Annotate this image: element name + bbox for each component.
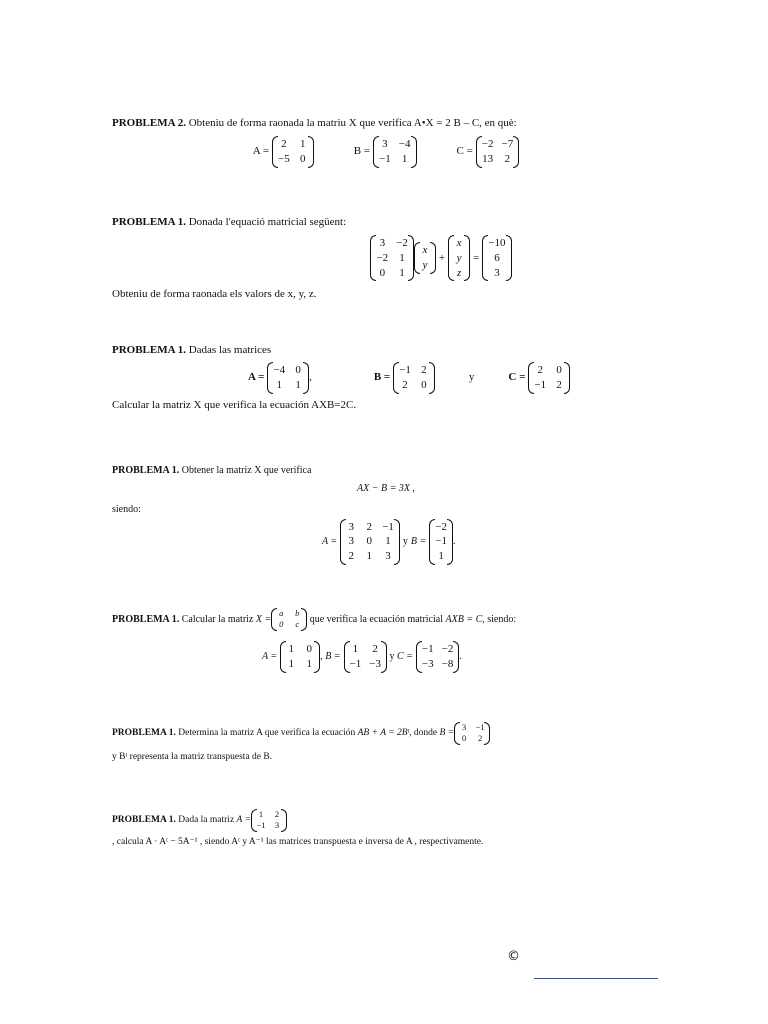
problem-statement: Donada l'equació matricial següent: xyxy=(188,216,347,228)
matrix-cell: 3 xyxy=(274,820,280,831)
matrix-c-group: C = 2 0 −1 2 xyxy=(508,362,570,394)
matrix-cell: 3 xyxy=(385,550,391,563)
problem-statement: Determina la matriz A que verifica la ecuación xyxy=(178,728,356,739)
matrix-cell: −10 xyxy=(488,236,506,249)
donde-label: , donde xyxy=(409,728,438,739)
problem-question: Calcular la matriz X que verifica la ecuación AXB=2C. xyxy=(112,398,357,411)
matrix-a xyxy=(272,136,314,168)
matrix-b xyxy=(373,136,416,168)
matrix-cell: −1 xyxy=(534,378,547,391)
matrix-cell: −2 xyxy=(441,642,454,655)
matrix-a xyxy=(251,809,287,832)
matrix-cell: −1 xyxy=(399,363,411,376)
problem-statement: Dada la matriz xyxy=(178,815,235,826)
siendo-label: , siendo: xyxy=(482,613,517,625)
matrix-cell: −1 xyxy=(421,642,434,655)
matrix-cell: 3 xyxy=(494,266,500,279)
matrix-cell: 1 xyxy=(438,550,444,563)
matrix-c xyxy=(476,136,519,168)
matrix-cell: 3 xyxy=(382,137,388,150)
problem-5: PROBLEMA 1. Calcular la matriz X = a b 0 c que verifica la ecuación matricial AXB = C , siendo: A = 1 0 1 1 , B = 1 2 −1 −3 y C = −1 −2 −3 −8 . xyxy=(112,608,660,673)
matrix-cell: 0 xyxy=(379,266,386,279)
matrix-cell: 1 xyxy=(288,657,294,670)
matrix-cell: −3 xyxy=(369,657,381,670)
matrix-cell: a xyxy=(279,608,284,618)
matrix-cell: 13 xyxy=(482,152,494,165)
problem-statement: Obtener la matriz X que verifica xyxy=(181,465,312,476)
matrix-cell: 2 xyxy=(372,642,378,655)
matrix-cell: y xyxy=(422,259,428,272)
matrix-cell: −5 xyxy=(278,152,290,165)
matrix-cell: 2 xyxy=(366,520,372,533)
problem-6: PROBLEMA 1. Determina la matriz A que verifica la ecuación AB + A = 2Bᵗ , donde B = 3 −1 0 2 y Bᵗ representa la matriz transpuesta de B. xyxy=(112,722,660,764)
matrix-cell: 0 xyxy=(366,535,372,548)
matrix-a xyxy=(267,362,309,394)
vector-xyz xyxy=(448,235,470,282)
matrix-cell: −2 xyxy=(396,236,408,249)
problem-title: PROBLEMA 1. xyxy=(112,815,176,826)
problem-title: PROBLEMA 1. xyxy=(112,613,180,625)
problem-statement-cont: , calcula A · Aᵗ − 5A⁻¹ , siendo Aᵗ y A⁻¹ las matrices transpuesta e inversa de A , respectivamente. xyxy=(112,836,484,847)
matrix-cell: y xyxy=(456,251,462,264)
matrix-b xyxy=(344,641,387,673)
problem-statement-cont: que verifica la ecuación matricial xyxy=(309,613,443,625)
matrix-cell: 0 xyxy=(300,152,306,165)
matrix-cell: −8 xyxy=(441,657,454,670)
matrix-b xyxy=(429,519,453,566)
matrix-a xyxy=(280,641,320,673)
matrix-cell: x xyxy=(422,244,428,257)
problem-statement: Calcular la matriz xyxy=(181,613,254,625)
matrix-m xyxy=(370,235,413,282)
matrix-b xyxy=(393,362,435,394)
problem-statement-cont: y Bᵗ representa la matriz transpuesta de B. xyxy=(112,751,273,762)
equation: AX − B = 3X , xyxy=(357,482,415,494)
matrix-cell: 0 xyxy=(295,363,301,376)
matrix-cell: 2 xyxy=(421,363,427,376)
matrix-c-group: C = −2 −7 13 2 xyxy=(457,136,520,168)
conjunction: y xyxy=(389,651,395,663)
footer-link-underline[interactable] xyxy=(534,978,658,979)
matrix-cell: −1 xyxy=(435,535,447,548)
matrix-cell: −2 xyxy=(376,251,389,264)
matrix-cell: −2 xyxy=(435,520,447,533)
matrix-cell: −1 xyxy=(475,722,485,732)
matrix-cell: 1 xyxy=(352,642,359,655)
matrix-cell: 2 xyxy=(274,809,280,819)
equation: AB + A = 2Bᵗ xyxy=(357,728,410,739)
matrix-cell: −4 xyxy=(273,363,286,376)
matrix-a xyxy=(340,519,400,566)
problem-4: PROBLEMA 1. Obtener la matriz X que verifica AX − B = 3X , siendo: A = 3 2 −1 3 0 1 2 1 3 y B = −2 −1 1 . xyxy=(112,464,660,565)
matrix-cell: 0 xyxy=(556,363,562,376)
conjunction: y xyxy=(402,536,408,548)
problem-question: Obteniu de forma raonada els valors de x, y, z. xyxy=(112,288,317,301)
matrix-cell: −1 xyxy=(256,820,266,831)
matrix-cell: 1 xyxy=(366,550,372,563)
matrix-cell: 1 xyxy=(288,642,294,655)
problem-7: PROBLEMA 1. Dada la matriz A = 1 2 −1 3 , calcula A · Aᵗ − 5A⁻¹ , siendo Aᵗ y A⁻¹ las matrices transpuesta e inversa de A , respectivamente. xyxy=(112,809,660,849)
matrix-cell: 1 xyxy=(258,809,264,819)
matrix-cell: 3 xyxy=(348,535,354,548)
problem-title: PROBLEMA 2. xyxy=(112,117,186,129)
matrix-cell: −1 xyxy=(349,657,362,670)
matrix-cell: 3 xyxy=(461,722,467,732)
matrix-cell: 0 xyxy=(461,733,467,744)
matrix-cell: 2 xyxy=(504,152,511,165)
matrix-b xyxy=(454,722,490,745)
matrix-cell: 3 xyxy=(379,236,386,249)
problem-1 xyxy=(112,116,660,168)
problem-title: PROBLEMA 1. xyxy=(112,728,176,739)
matrix-cell: 1 xyxy=(399,251,405,264)
matrix-cell: −1 xyxy=(379,152,391,165)
problem-title: PROBLEMA 1. xyxy=(112,465,180,476)
matrix-cell: 2 xyxy=(281,137,287,150)
conjunction: y xyxy=(468,371,475,384)
matrix-cell: z xyxy=(456,266,462,279)
matrix-c xyxy=(416,641,459,673)
problem-3 xyxy=(112,343,660,412)
problem-2: PROBLEMA 1. Donada l'equació matricial següent: 3 −2 −2 1 0 1 x y + x y z = −10 6 3 Obteniu de forma raonada els valors de x, y, z. xyxy=(112,215,660,302)
matrix-cell: x xyxy=(456,236,462,249)
matrix-cell: 2 xyxy=(537,363,543,376)
siendo-label: siendo: xyxy=(112,504,141,515)
matrix-cell: 1 xyxy=(300,137,306,150)
equation: AXB = C xyxy=(445,613,483,625)
matrix-cell: 0 xyxy=(421,378,427,391)
matrix-b-group: B = −1 2 2 0 xyxy=(374,362,435,394)
matrix-cell: −3 xyxy=(421,657,434,670)
matrix-cell: −2 xyxy=(481,137,494,150)
matrix-a-group: A = −4 0 1 1 , xyxy=(248,362,312,394)
matrix-cell: 1 xyxy=(276,378,282,391)
matrix-cell: 2 xyxy=(402,378,408,391)
matrix-cell: 1 xyxy=(401,152,408,165)
matrix-x xyxy=(271,608,307,631)
matrix-a-group: A = 2 1 −5 0 xyxy=(253,136,314,168)
matrix-cell: 1 xyxy=(295,378,301,391)
matrix-cell: 1 xyxy=(306,657,312,670)
copyright-symbol: © xyxy=(507,949,520,964)
matrix-cell: 2 xyxy=(348,550,354,563)
vector-xy xyxy=(414,242,436,274)
matrix-c xyxy=(528,362,570,394)
problem-title: PROBLEMA 1. xyxy=(112,216,186,228)
problem-statement: Dadas las matrices xyxy=(188,344,272,356)
matrix-cell: 3 xyxy=(348,520,354,533)
matrix-cell: −1 xyxy=(382,520,394,533)
problem-statement: Obteniu de forma raonada la matriu X que verifica A•X = 2 B – C, en què: xyxy=(188,117,517,129)
problem-title: PROBLEMA 1. xyxy=(112,344,186,356)
matrix-cell: 0 xyxy=(279,619,284,630)
vector-result xyxy=(482,235,511,282)
matrix-cell: 2 xyxy=(556,378,562,391)
matrix-cell: 0 xyxy=(306,642,312,655)
matrix-cell: 2 xyxy=(477,733,483,744)
matrix-cell: 1 xyxy=(399,266,405,279)
matrix-cell: b xyxy=(295,608,300,618)
matrix-cell: 1 xyxy=(385,535,391,548)
matrix-cell: −4 xyxy=(398,137,411,150)
matrix-b-group: B = 3 −4 −1 1 xyxy=(354,136,417,168)
matrix-cell: 6 xyxy=(494,251,500,264)
matrix-cell: −7 xyxy=(501,137,514,150)
matrix-cell: c xyxy=(295,619,300,630)
